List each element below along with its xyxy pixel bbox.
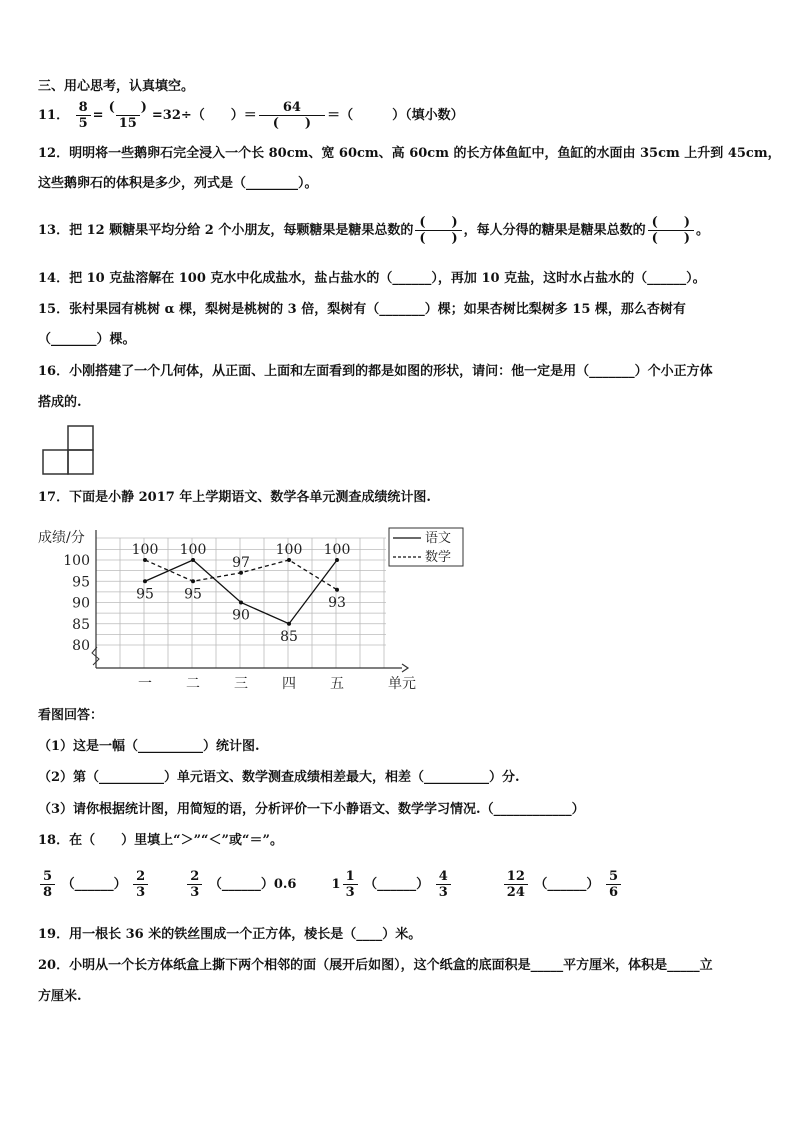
data-label: 97 bbox=[232, 554, 250, 571]
q18-item-1 bbox=[38, 869, 155, 900]
legend-label-math: 数学 bbox=[425, 550, 452, 565]
data-label: 90 bbox=[232, 607, 250, 624]
q15-line2[interactable]: （_______）棵。 bbox=[38, 332, 136, 347]
x-tick-label: 二 bbox=[186, 676, 200, 692]
q18-i1-a-num: 5 bbox=[43, 869, 53, 884]
question-13 bbox=[38, 211, 709, 251]
q18-i4-a-num: 12 bbox=[506, 869, 525, 884]
data-point bbox=[239, 601, 243, 605]
data-point bbox=[287, 558, 291, 562]
chart-legend bbox=[389, 528, 463, 566]
q13-blank1-denominator[interactable]: ( ) bbox=[415, 230, 461, 246]
x-tick-label: 五 bbox=[330, 676, 344, 692]
q18-i4-blank[interactable]: （______） bbox=[534, 877, 600, 892]
x-tick-label: 三 bbox=[234, 676, 248, 692]
question-19[interactable]: 19．用一根长 36 米的铁丝围成一个正方体，棱长是（____）米。 bbox=[38, 927, 422, 942]
data-point bbox=[335, 588, 339, 592]
q16-square-bottom-left bbox=[43, 450, 68, 474]
q12-line1: 12．明明将一些鹅卵石完全浸入一个长 80cm、宽 60cm、高 60cm 的长方体鱼缸中，鱼缸的水面由 35cm 上升到 45cm， bbox=[38, 146, 781, 161]
q13-blank2-denominator[interactable]: ( ) bbox=[648, 230, 694, 246]
q18-i3-b-num: 4 bbox=[438, 869, 448, 884]
q16-square-bottom-right bbox=[68, 450, 93, 474]
q18-item-3 bbox=[331, 869, 458, 900]
q18-i1-a-den: 8 bbox=[40, 884, 55, 900]
q15-line1[interactable]: 15．张村果园有桃树 α 棵，梨树是桃树的 3 倍，梨树有（_______）棵；如果杏树比梨树多 15 棵，那么杏树有 bbox=[38, 302, 686, 317]
question-14[interactable]: 14．把 10 克盐溶解在 100 克水中化成盐水，盐占盐水的（______），再加 10 克盐，这时水占盐水的（______）。 bbox=[38, 271, 706, 286]
y-axis-title: 成绩/分 bbox=[38, 530, 85, 546]
q18-item-2 bbox=[185, 869, 301, 900]
q16-square-top bbox=[68, 426, 93, 450]
data-label: 95 bbox=[184, 586, 202, 603]
q18-i4-a-den: 24 bbox=[504, 884, 528, 900]
q11-frac3-denominator[interactable]: ( ) bbox=[259, 115, 325, 131]
q12-line2[interactable]: 这些鹅卵石的体积是多少，列式是（________）。 bbox=[38, 176, 318, 191]
data-label: 100 bbox=[323, 542, 351, 558]
data-point bbox=[335, 558, 339, 562]
y-tick-label: 100 bbox=[63, 553, 90, 569]
q11-fraction-64-blank[interactable] bbox=[259, 100, 325, 131]
q13-part2: ，每人分得的糖果是糖果总数的 bbox=[463, 223, 646, 238]
q18-i4-b-num: 5 bbox=[608, 869, 619, 884]
data-label: 85 bbox=[280, 628, 298, 645]
q11-fraction-8-5 bbox=[76, 100, 91, 131]
q17-sub3[interactable]: （3）请你根据统计图，用简短的语，分析评价一下小静语文、数学学习情况.（____________） bbox=[38, 802, 585, 817]
x-tick-label: 四 bbox=[282, 676, 296, 692]
data-point bbox=[191, 558, 195, 562]
y-tick-label: 95 bbox=[72, 574, 90, 591]
data-label: 100 bbox=[179, 542, 207, 558]
q18-i4-b-den: 6 bbox=[606, 884, 621, 900]
q17-title: 17．下面是小静 2017 年上学期语文、数学各单元测查成绩统计图. bbox=[38, 490, 431, 505]
x-tick-label: 一 bbox=[138, 676, 152, 692]
q16-cube-view-figure bbox=[42, 425, 96, 475]
q18-i3-b-den: 3 bbox=[436, 884, 451, 900]
q13-part1: 13．把 12 颗糖果平均分给 2 个小朋友，每颗糖果是糖果总数的 bbox=[38, 223, 414, 238]
question-11 bbox=[38, 98, 464, 134]
data-point bbox=[143, 558, 147, 562]
q20-line1[interactable]: 20．小明从一个长方体纸盒上撕下两个相邻的面（展开后如图），这个纸盒的底面积是_____平方厘米，体积是_____立 bbox=[38, 958, 713, 973]
q18-i1-blank[interactable]: （______） bbox=[61, 877, 127, 892]
y-tick-label: 80 bbox=[72, 638, 90, 654]
q13-part3: 。 bbox=[695, 223, 709, 238]
q16-line1[interactable]: 16．小刚搭建了一个几何体，从正面、上面和左面看到的都是如图的形状，请问：他一定是用（_______）个小正方体 bbox=[38, 364, 713, 379]
data-label: 100 bbox=[131, 542, 159, 558]
q18-i3-a-num: 1 bbox=[345, 869, 355, 884]
section-title: 三、用心思考，认真填空。 bbox=[38, 79, 195, 94]
q18-i1-b-num: 2 bbox=[136, 869, 146, 884]
q11-frac1-denominator: 5 bbox=[76, 115, 91, 131]
q11-frac2-numerator[interactable]: ( ) bbox=[108, 100, 147, 115]
q11-equals: = bbox=[92, 108, 104, 123]
q18-item-4 bbox=[502, 869, 623, 900]
q11-frac2-denominator: 15 bbox=[116, 115, 140, 131]
data-point bbox=[287, 622, 291, 626]
q18-title: 18．在（ ）里填上“＞”“＜”或“＝”。 bbox=[38, 833, 283, 848]
q13-fraction-blank-1[interactable] bbox=[415, 215, 461, 246]
q13-fraction-blank-2[interactable] bbox=[648, 215, 694, 246]
q18-i1-b-den: 3 bbox=[133, 884, 148, 900]
q11-frac3-numerator: 64 bbox=[282, 100, 301, 115]
q11-fraction-blank-15[interactable] bbox=[106, 100, 150, 131]
q13-blank2-numerator[interactable]: ( ) bbox=[651, 215, 690, 230]
q11-frac1-numerator: 8 bbox=[78, 100, 88, 115]
q17-line-chart bbox=[36, 520, 452, 695]
q18-i3-a-whole: 1 bbox=[331, 877, 341, 892]
q11-division-blank[interactable]: =32÷（ ）＝ bbox=[151, 108, 257, 123]
y-tick-label: 90 bbox=[72, 595, 90, 612]
q17-sub1[interactable]: （1）这是一幅（__________）统计图. bbox=[38, 739, 260, 754]
q11-decimal-blank[interactable]: ＝（ ）（填小数） bbox=[327, 108, 464, 123]
q18-i3-blank[interactable]: （______） bbox=[364, 877, 430, 892]
legend-label-chinese: 语文 bbox=[425, 531, 452, 546]
data-label: 95 bbox=[136, 586, 154, 603]
y-tick-label: 85 bbox=[72, 616, 90, 633]
data-point bbox=[143, 579, 147, 583]
q17-answer-header: 看图回答： bbox=[38, 708, 104, 723]
q18-i2-a-num: 2 bbox=[190, 869, 200, 884]
q20-line2: 方厘米. bbox=[38, 989, 82, 1004]
q18-i3-a-den: 3 bbox=[343, 884, 358, 900]
x-axis-title: 单元 bbox=[388, 676, 416, 692]
q11-number: 11． bbox=[38, 108, 70, 123]
q18-i2-a-den: 3 bbox=[187, 884, 202, 900]
q16-line2: 搭成的. bbox=[38, 395, 82, 410]
data-label: 100 bbox=[275, 542, 303, 558]
q18-i2-b: 0.6 bbox=[273, 877, 297, 892]
q18-comparisons bbox=[38, 866, 623, 904]
data-point bbox=[239, 571, 243, 575]
x-axis-arrow bbox=[402, 664, 408, 672]
q17-sub2[interactable]: （2）第（__________）单元语文、数学测查成绩相差最大，相差（__________）分. bbox=[38, 770, 520, 785]
data-label: 93 bbox=[328, 594, 346, 611]
q18-i2-blank[interactable]: （______） bbox=[208, 877, 274, 892]
data-point bbox=[191, 579, 195, 583]
q13-blank1-numerator[interactable]: ( ) bbox=[419, 215, 458, 230]
